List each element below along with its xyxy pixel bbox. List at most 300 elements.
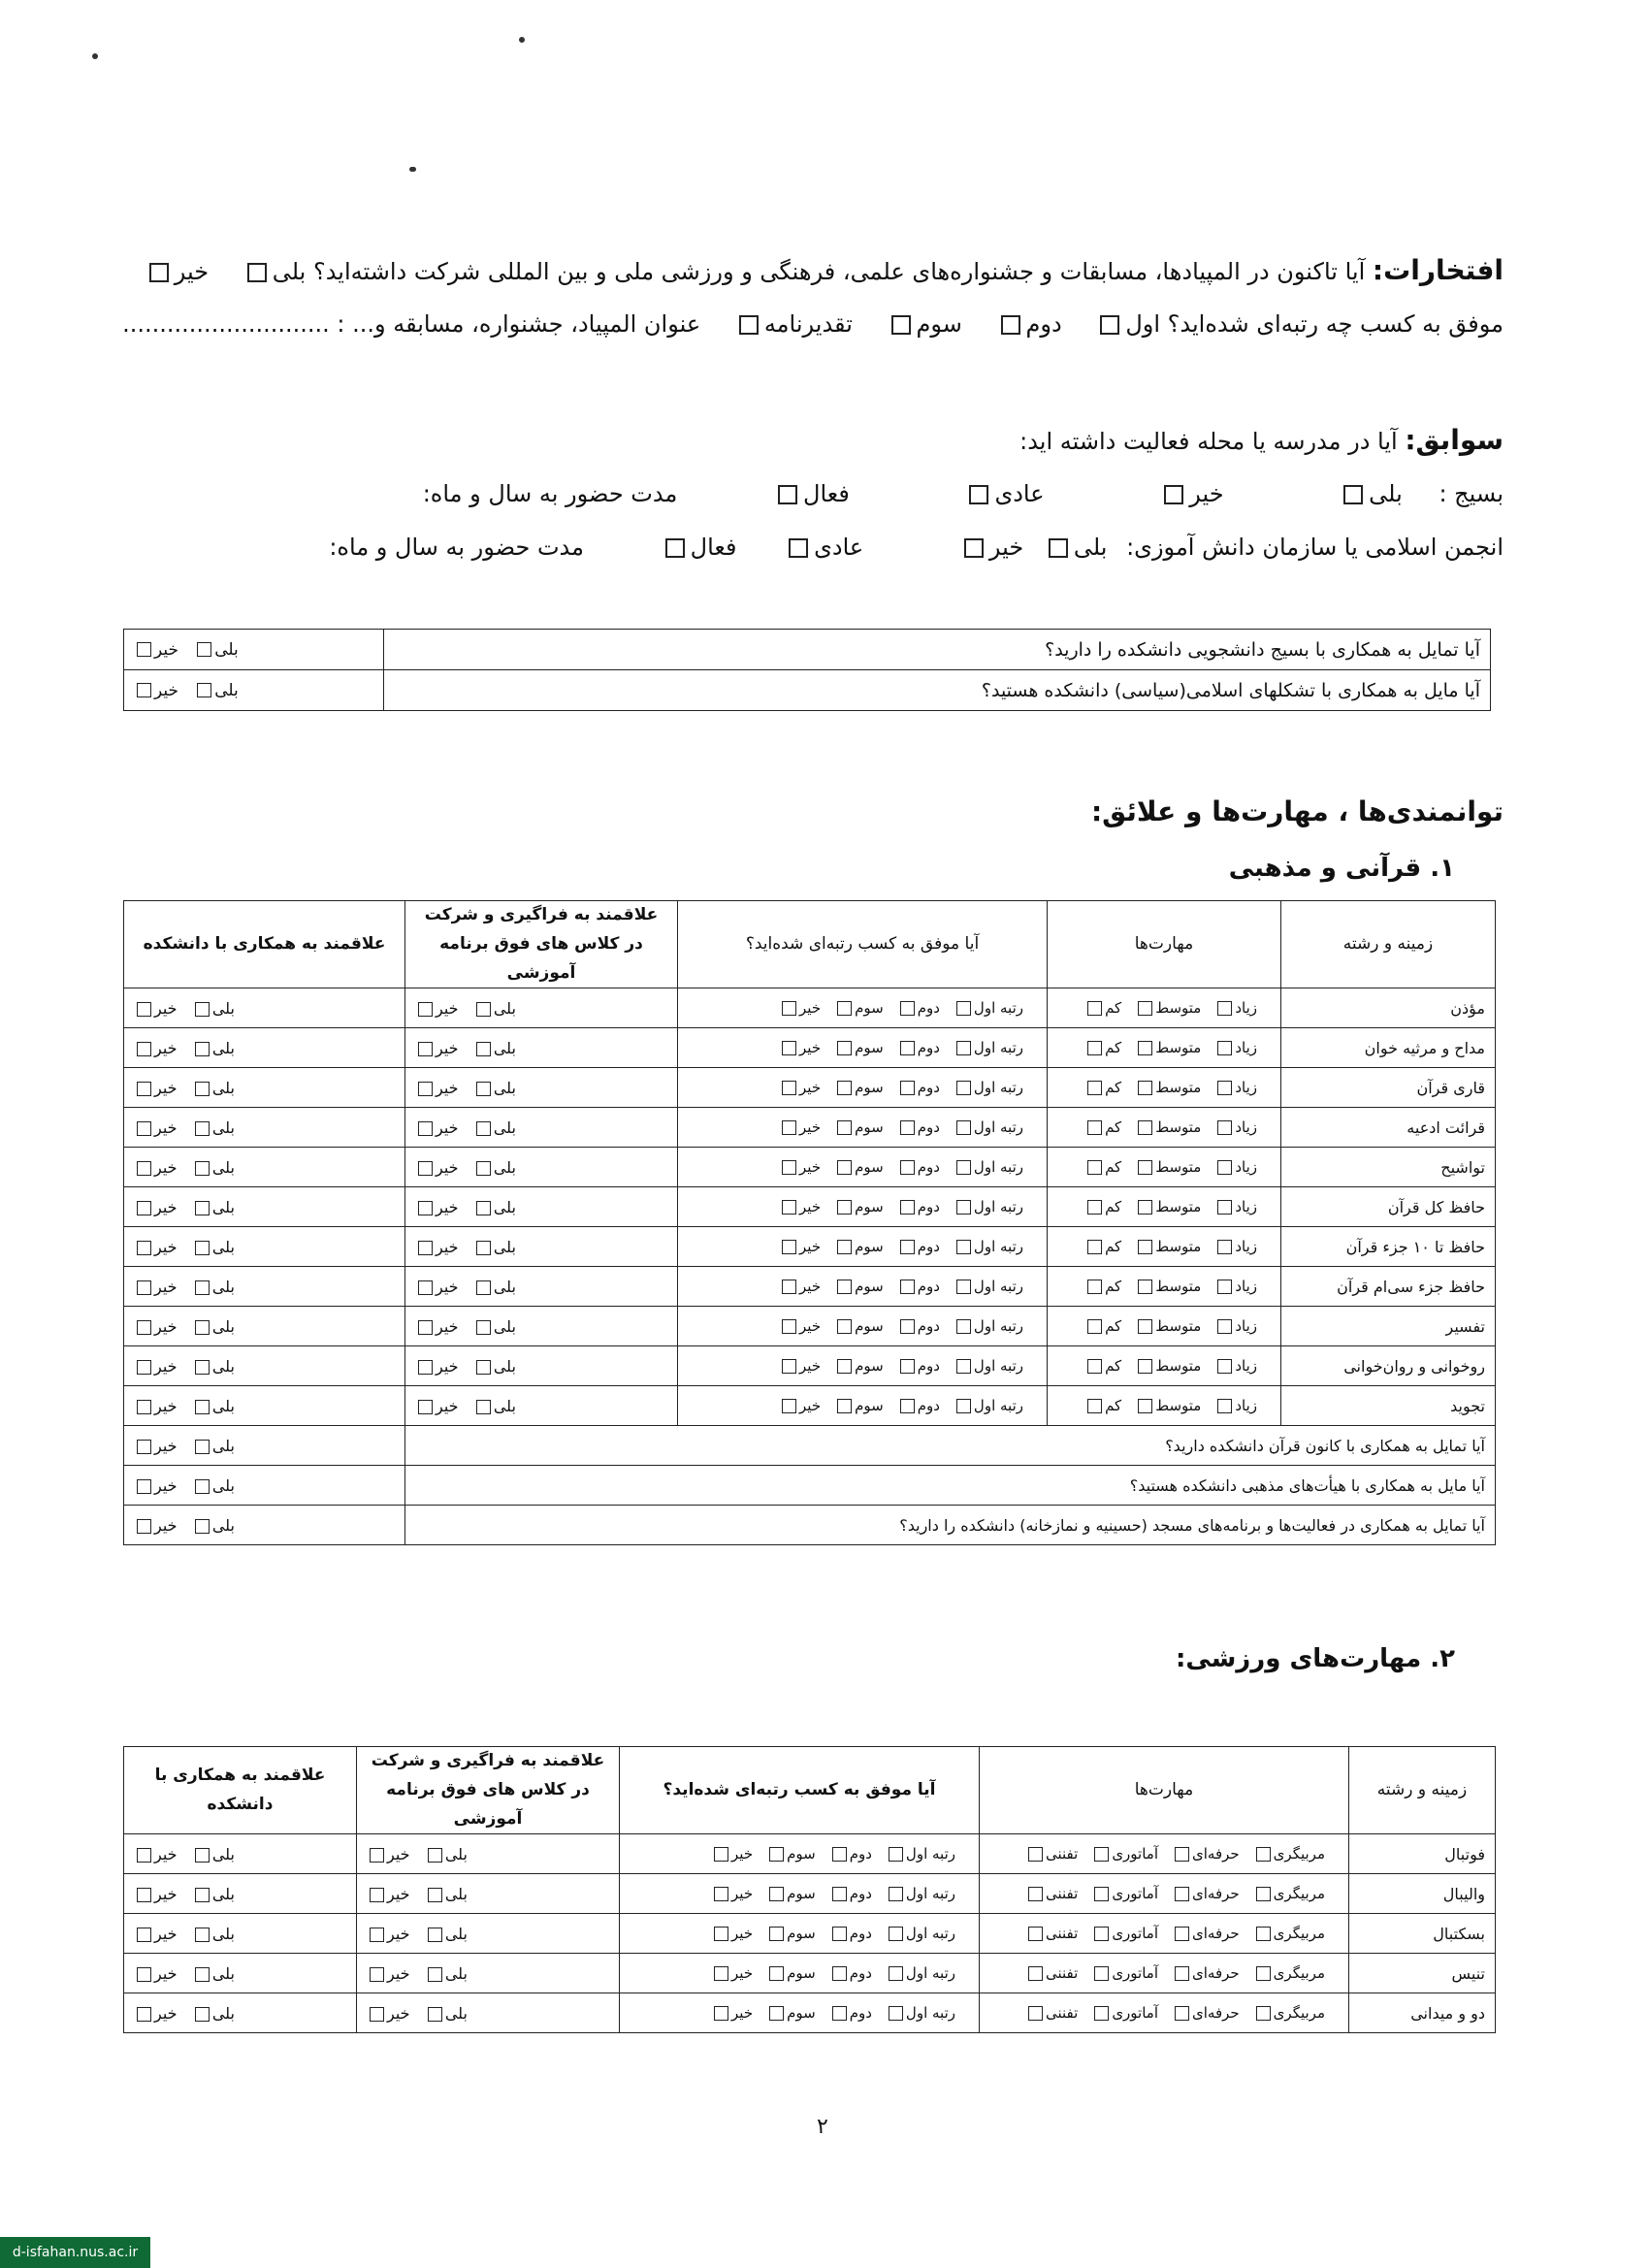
rank-option-checkbox[interactable] (889, 1887, 903, 1901)
skill-level-option-checkbox[interactable] (1138, 1081, 1152, 1095)
rank-option-checkbox[interactable] (837, 1120, 852, 1135)
basij-normal-checkbox[interactable] (969, 485, 988, 504)
rank-option-checkbox[interactable] (769, 1847, 784, 1862)
no-checkbox[interactable] (137, 1161, 151, 1176)
rank-option (711, 1885, 753, 1902)
yes-checkbox[interactable] (195, 1280, 210, 1295)
no-checkbox[interactable] (370, 1928, 384, 1942)
skill-level-option-checkbox[interactable] (1028, 1887, 1043, 1901)
yes-checkbox[interactable] (195, 1967, 210, 1982)
no-checkbox[interactable] (370, 1848, 384, 1863)
rank-first-checkbox[interactable] (1100, 315, 1119, 335)
no-checkbox[interactable] (137, 642, 151, 657)
rank-option-label: رتبه اول (973, 1357, 1023, 1376)
rank-option-checkbox[interactable] (837, 1240, 852, 1254)
skill-level-option (1253, 1845, 1325, 1863)
rank-option-checkbox[interactable] (956, 1160, 971, 1175)
skill-level-option-checkbox[interactable] (1028, 1847, 1043, 1862)
skill-level-option-checkbox[interactable] (1087, 1319, 1102, 1334)
yes-checkbox[interactable] (476, 1241, 491, 1255)
rank-option-checkbox[interactable] (956, 1081, 971, 1095)
header-rank: آیا موفق به کسب رتبه‌ای شده‌اید؟ (678, 901, 1048, 988)
skill-level-option-checkbox[interactable] (1175, 1927, 1189, 1941)
rank-option-checkbox[interactable] (714, 1966, 728, 1981)
no-checkbox[interactable] (418, 1360, 433, 1375)
skill-level-option-checkbox[interactable] (1094, 2006, 1109, 2021)
coop-interest-cell (124, 1993, 357, 2033)
coop-interest-cell (124, 1187, 405, 1227)
skill-level-options (1084, 1278, 1271, 1295)
anjoman-no-checkbox[interactable] (964, 538, 984, 558)
skill-level-option-checkbox[interactable] (1217, 1160, 1232, 1175)
rank-option-checkbox[interactable] (837, 1041, 852, 1055)
skill-level-option-checkbox[interactable] (1217, 1359, 1232, 1374)
skill-level-option-checkbox[interactable] (1138, 1200, 1152, 1215)
skill-level-option-label: تفننی (1045, 2004, 1079, 2023)
skill-level-option-checkbox[interactable] (1175, 1847, 1189, 1862)
rank-option-checkbox[interactable] (837, 1200, 852, 1215)
rank-option-checkbox[interactable] (769, 1927, 784, 1941)
rank-option-checkbox[interactable] (782, 1319, 796, 1334)
no-label: خیر (154, 1237, 178, 1256)
skill-level-option-checkbox[interactable] (1217, 1280, 1232, 1294)
yes-checkbox[interactable] (195, 1519, 210, 1534)
rank-option-checkbox[interactable] (956, 1200, 971, 1215)
honors-yes-checkbox[interactable] (247, 263, 267, 282)
no-checkbox[interactable] (418, 1161, 433, 1176)
rank-option-checkbox[interactable] (900, 1200, 915, 1215)
skill-level-options (1084, 1317, 1271, 1335)
no-checkbox[interactable] (137, 1360, 151, 1375)
rank-option-checkbox[interactable] (837, 1280, 852, 1294)
rank-option (897, 1357, 940, 1375)
no-checkbox[interactable] (137, 1888, 151, 1902)
yes-checkbox[interactable] (428, 1888, 442, 1902)
rank-option-checkbox[interactable] (714, 1887, 728, 1901)
no-checkbox[interactable] (137, 1479, 151, 1494)
rank-option-label: رتبه اول (905, 1885, 955, 1903)
rank-option (779, 1158, 821, 1176)
rank-option-checkbox[interactable] (900, 1041, 915, 1055)
yes-checkbox[interactable] (195, 1360, 210, 1375)
yes-checkbox[interactable] (476, 1320, 491, 1335)
no-checkbox[interactable] (418, 1201, 433, 1215)
no-checkbox[interactable] (137, 1400, 151, 1414)
no-checkbox[interactable] (370, 1888, 384, 1902)
skill-level-option-label: متوسط (1155, 1397, 1202, 1415)
skill-level-cell (1048, 1068, 1281, 1108)
no-checkbox[interactable] (418, 1121, 433, 1136)
skill-level-option-checkbox[interactable] (1217, 1240, 1232, 1254)
rank-option-checkbox[interactable] (837, 1001, 852, 1016)
skill-level-option-label: کم (1105, 1198, 1122, 1216)
class-interest-cell (405, 988, 678, 1028)
yes-checkbox[interactable] (476, 1121, 491, 1136)
skill-level-option-label: کم (1105, 1118, 1122, 1137)
rank-option (886, 1885, 955, 1902)
skill-level-option (1135, 1118, 1201, 1136)
skill-level-cell (1048, 1148, 1281, 1187)
yes-label: بلی (211, 1277, 235, 1296)
rank-option-checkbox[interactable] (956, 1359, 971, 1374)
rank-option-checkbox[interactable] (832, 1847, 847, 1862)
rank-options (711, 1845, 969, 1863)
skill-level-option-checkbox[interactable] (1217, 1120, 1232, 1135)
no-checkbox[interactable] (418, 1280, 433, 1295)
skill-level-option-checkbox[interactable] (1217, 1041, 1232, 1055)
yes-checkbox[interactable] (428, 1848, 442, 1863)
skill-level-option-checkbox[interactable] (1138, 1240, 1152, 1254)
no-checkbox[interactable] (137, 2007, 151, 2022)
yes-checkbox[interactable] (195, 1320, 210, 1335)
no-label: خیر (436, 1078, 459, 1097)
skill-level-option-checkbox[interactable] (1138, 1120, 1152, 1135)
basij-no-label: خیر (1189, 480, 1224, 507)
skill-level-option-checkbox[interactable] (1138, 1041, 1152, 1055)
skill-level-option (1084, 1278, 1121, 1295)
rank-option-checkbox[interactable] (832, 1927, 847, 1941)
rank-option-checkbox[interactable] (769, 1966, 784, 1981)
skill-level-option-checkbox[interactable] (1087, 1041, 1102, 1055)
rank-cell (678, 1227, 1048, 1267)
rank-option-checkbox[interactable] (889, 1927, 903, 1941)
header-class: علاقمند به فراگیری و شرکت در کلاس های فوق برنامه آموزشی (405, 901, 678, 988)
rank-option-checkbox[interactable] (782, 1280, 796, 1294)
rank-option-checkbox[interactable] (900, 1280, 915, 1294)
skill-level-option-checkbox[interactable] (1175, 2006, 1189, 2021)
rank-option (834, 1118, 884, 1136)
yes-checkbox[interactable] (476, 1280, 491, 1295)
skill-level-option-checkbox[interactable] (1138, 1399, 1152, 1413)
table-row (124, 1954, 1496, 1993)
skill-level-option-checkbox[interactable] (1138, 1001, 1152, 1016)
rank-cell (678, 1386, 1048, 1426)
anjoman-line (126, 534, 1504, 561)
rank-option-checkbox[interactable] (956, 1120, 971, 1135)
skill-level-option (1025, 1925, 1078, 1942)
rank-option-checkbox[interactable] (889, 1966, 903, 1981)
skill-level-option (1253, 1925, 1325, 1942)
skill-level-option-label: متوسط (1155, 1158, 1202, 1177)
no-checkbox[interactable] (418, 1241, 433, 1255)
no-checkbox[interactable] (137, 1320, 151, 1335)
no-checkbox[interactable] (137, 1201, 151, 1215)
cooperation-question: آیا تمایل به همکاری با بسیج دانشجویی دانشکده را دارید؟ (384, 630, 1491, 670)
skill-level-option-checkbox[interactable] (1028, 1927, 1043, 1941)
skill-level-option-checkbox[interactable] (1256, 1966, 1271, 1981)
skill-level-option-label: متوسط (1155, 1317, 1202, 1336)
rank-option (897, 1317, 940, 1335)
skill-level-option-checkbox[interactable] (1087, 1240, 1102, 1254)
rank-option-label: دوم (917, 1317, 940, 1336)
skill-level-option-checkbox[interactable] (1028, 2006, 1043, 2021)
rank-option-checkbox[interactable] (782, 1041, 796, 1055)
rank-option-checkbox[interactable] (900, 1081, 915, 1095)
rank-option-checkbox[interactable] (900, 1240, 915, 1254)
quran-table (123, 900, 1496, 1545)
skill-level-option (1084, 1079, 1121, 1096)
yes-checkbox[interactable] (195, 1888, 210, 1902)
no-checkbox[interactable] (137, 1848, 151, 1863)
skill-level-option-checkbox[interactable] (1256, 2006, 1271, 2021)
skill-level-option-label: زیاد (1235, 1079, 1257, 1097)
no-label: خیر (154, 1396, 178, 1415)
rank-option-checkbox[interactable] (832, 1966, 847, 1981)
yes-checkbox[interactable] (476, 1400, 491, 1414)
yes-checkbox[interactable] (195, 1928, 210, 1942)
rank-option-label: رتبه اول (973, 1118, 1023, 1137)
rank-second-label: دوم (1025, 310, 1062, 338)
rank-option-checkbox[interactable] (782, 1359, 796, 1374)
skill-level-option-checkbox[interactable] (1094, 1927, 1109, 1941)
rank-option (766, 1964, 816, 1982)
no-checkbox[interactable] (370, 2007, 384, 2022)
rank-option (897, 1397, 940, 1414)
yes-checkbox[interactable] (195, 2007, 210, 2022)
yes-checkbox[interactable] (428, 1928, 442, 1942)
yes-checkbox[interactable] (195, 1161, 210, 1176)
skill-level-option-checkbox[interactable] (1138, 1280, 1152, 1294)
no-checkbox[interactable] (137, 1928, 151, 1942)
skill-level-option-checkbox[interactable] (1217, 1001, 1232, 1016)
skill-level-option-checkbox[interactable] (1138, 1160, 1152, 1175)
no-label: خیر (436, 1197, 459, 1216)
rank-option-checkbox[interactable] (837, 1399, 852, 1413)
honors-no-checkbox[interactable] (149, 263, 169, 282)
yes-checkbox[interactable] (476, 1082, 491, 1096)
rank-option-label: سوم (855, 999, 884, 1018)
no-checkbox[interactable] (418, 1400, 433, 1414)
rank-third-label: سوم (916, 310, 962, 338)
yes-checkbox[interactable] (195, 1848, 210, 1863)
no-checkbox[interactable] (418, 1320, 433, 1335)
basij-yes-checkbox[interactable] (1343, 485, 1363, 504)
yes-checkbox[interactable] (195, 1400, 210, 1414)
field-name: والیبال (1349, 1874, 1496, 1914)
extra-answer-cell (124, 1426, 405, 1466)
no-label: خیر (154, 1078, 178, 1097)
skill-level-option-checkbox[interactable] (1087, 1160, 1102, 1175)
rank-options (779, 1039, 1037, 1056)
class-interest-cell (405, 1068, 678, 1108)
yes-checkbox[interactable] (428, 1967, 442, 1982)
skill-level-cell (1048, 1267, 1281, 1307)
rank-option-checkbox[interactable] (832, 2006, 847, 2021)
yes-checkbox[interactable] (476, 1042, 491, 1056)
skill-level-option-label: کم (1105, 1278, 1122, 1296)
rank-option-checkbox[interactable] (889, 2006, 903, 2021)
yes-checkbox[interactable] (195, 1479, 210, 1494)
skill-level-option-label: زیاد (1235, 1317, 1257, 1336)
rank-option-checkbox[interactable] (900, 1319, 915, 1334)
skill-level-option-checkbox[interactable] (1087, 1001, 1102, 1016)
rank-option-checkbox[interactable] (769, 2006, 784, 2021)
rank-option-checkbox[interactable] (900, 1120, 915, 1135)
rank-option-checkbox[interactable] (900, 1359, 915, 1374)
table-row (124, 1068, 1496, 1108)
skill-level-option (1172, 1925, 1240, 1942)
rank-option-label: دوم (917, 1278, 940, 1296)
skill-level-option-checkbox[interactable] (1217, 1399, 1232, 1413)
rank-option-checkbox[interactable] (837, 1081, 852, 1095)
skill-level-option-checkbox[interactable] (1256, 1887, 1271, 1901)
rank-option-checkbox[interactable] (769, 1887, 784, 1901)
table-row (124, 1834, 1496, 1874)
rank-option-checkbox[interactable] (956, 1001, 971, 1016)
yes-checkbox[interactable] (195, 1002, 210, 1017)
no-checkbox[interactable] (137, 1519, 151, 1534)
rank-option-label: دوم (849, 1964, 872, 1983)
no-checkbox[interactable] (137, 1082, 151, 1096)
table-row (124, 1108, 1496, 1148)
background-heading: سوابق: (1405, 424, 1504, 456)
yes-checkbox[interactable] (195, 1042, 210, 1056)
rank-option-checkbox[interactable] (956, 1041, 971, 1055)
basij-yes-label: بلی (1369, 480, 1403, 507)
yes-checkbox[interactable] (195, 1241, 210, 1255)
anjoman-yes-checkbox[interactable] (1049, 538, 1068, 558)
rank-option-checkbox[interactable] (956, 1240, 971, 1254)
rank-option-checkbox[interactable] (837, 1359, 852, 1374)
skill-level-option-label: متوسط (1155, 999, 1202, 1018)
rank-option-checkbox[interactable] (782, 1200, 796, 1215)
basij-active-checkbox[interactable] (778, 485, 797, 504)
no-checkbox[interactable] (418, 1082, 433, 1096)
anjoman-active-checkbox[interactable] (665, 538, 685, 558)
skill-level-option-checkbox[interactable] (1217, 1200, 1232, 1215)
coop-interest-cell (124, 1227, 405, 1267)
table-row (124, 1346, 1496, 1386)
yes-label: بلی (444, 1884, 468, 1903)
table-row (124, 1187, 1496, 1227)
yes-checkbox[interactable] (476, 1161, 491, 1176)
rank-option-label: خیر (799, 1317, 822, 1336)
rank-option-checkbox[interactable] (837, 1319, 852, 1334)
rank-option-checkbox[interactable] (782, 1081, 796, 1095)
yes-checkbox[interactable] (428, 2007, 442, 2022)
no-checkbox[interactable] (137, 1241, 151, 1255)
yes-checkbox[interactable] (197, 642, 211, 657)
no-checkbox[interactable] (137, 1280, 151, 1295)
table-row (124, 1386, 1496, 1426)
yes-checkbox[interactable] (195, 1440, 210, 1454)
skill-level-option-checkbox[interactable] (1094, 1966, 1109, 1981)
rank-option-checkbox[interactable] (900, 1001, 915, 1016)
rank-third-checkbox[interactable] (891, 315, 911, 335)
no-label: خیر (154, 998, 178, 1018)
yes-checkbox[interactable] (476, 1360, 491, 1375)
rank-option (834, 1357, 884, 1375)
skill-level-option-checkbox[interactable] (1087, 1200, 1102, 1215)
no-checkbox[interactable] (418, 1002, 433, 1017)
cooperation-options (124, 630, 384, 670)
rank-option-checkbox[interactable] (956, 1280, 971, 1294)
no-checkbox[interactable] (370, 1967, 384, 1982)
skill-level-cell (1048, 1346, 1281, 1386)
rank-option-checkbox[interactable] (832, 1887, 847, 1901)
skill-level-option-checkbox[interactable] (1094, 1847, 1109, 1862)
rank-second-checkbox[interactable] (1001, 315, 1020, 335)
anjoman-normal-checkbox[interactable] (789, 538, 808, 558)
yes-checkbox[interactable] (476, 1002, 491, 1017)
skill-level-option-label: حرفه‌ای (1192, 1925, 1240, 1943)
no-checkbox[interactable] (137, 1002, 151, 1017)
yes-checkbox[interactable] (195, 1201, 210, 1215)
skill-level-option-checkbox[interactable] (1138, 1359, 1152, 1374)
yes-checkbox[interactable] (197, 683, 211, 697)
no-checkbox[interactable] (137, 1967, 151, 1982)
rank-option-checkbox[interactable] (900, 1399, 915, 1413)
skill-level-options (1084, 1198, 1271, 1215)
rank-option-checkbox[interactable] (782, 1240, 796, 1254)
skill-level-option (1084, 999, 1121, 1017)
extra-question: آیا تمایل به همکاری با کانون قرآن دانشکده دارید؟ (405, 1426, 1496, 1466)
skill-level-option-checkbox[interactable] (1087, 1120, 1102, 1135)
rank-option-checkbox[interactable] (714, 1847, 728, 1862)
no-label: خیر (436, 1038, 459, 1057)
skill-level-option-checkbox[interactable] (1087, 1280, 1102, 1294)
rank-option-checkbox[interactable] (714, 2006, 728, 2021)
rank-option-checkbox[interactable] (900, 1160, 915, 1175)
rank-option-checkbox[interactable] (782, 1120, 796, 1135)
rank-option-label: دوم (917, 999, 940, 1018)
rank-option-checkbox[interactable] (782, 1160, 796, 1175)
skill-level-option-checkbox[interactable] (1256, 1847, 1271, 1862)
rank-option-checkbox[interactable] (837, 1160, 852, 1175)
rank-commendation-checkbox[interactable] (739, 315, 759, 335)
rank-option-checkbox[interactable] (956, 1399, 971, 1413)
yes-label: بلی (211, 1118, 235, 1137)
basij-no-checkbox[interactable] (1164, 485, 1183, 504)
no-label: خیر (436, 1118, 459, 1137)
rank-option-checkbox[interactable] (714, 1927, 728, 1941)
skill-level-option-checkbox[interactable] (1094, 1887, 1109, 1901)
skill-level-option-checkbox[interactable] (1175, 1966, 1189, 1981)
no-checkbox[interactable] (137, 1121, 151, 1136)
skill-level-option-checkbox[interactable] (1256, 1927, 1271, 1941)
yes-checkbox[interactable] (476, 1201, 491, 1215)
table-row (124, 1914, 1496, 1954)
rank-option-checkbox[interactable] (889, 1847, 903, 1862)
no-checkbox[interactable] (137, 1042, 151, 1056)
no-checkbox[interactable] (137, 683, 151, 697)
yes-checkbox[interactable] (195, 1082, 210, 1096)
skill-level-cell (980, 1914, 1349, 1954)
no-checkbox[interactable] (137, 1440, 151, 1454)
honors-title-field[interactable]: ............................ (122, 310, 330, 338)
rank-cell (620, 1954, 980, 1993)
skill-level-option-checkbox[interactable] (1028, 1966, 1043, 1981)
rank-option-checkbox[interactable] (782, 1001, 796, 1016)
yes-label: بلی (211, 1436, 235, 1455)
skill-level-option-checkbox[interactable] (1087, 1399, 1102, 1413)
honors-yes-label: بلی (272, 258, 307, 285)
no-checkbox[interactable] (418, 1042, 433, 1056)
rank-option-checkbox[interactable] (782, 1399, 796, 1413)
skill-level-option-checkbox[interactable] (1217, 1081, 1232, 1095)
coop-interest-cell (124, 1267, 405, 1307)
no-label: خیر (154, 1515, 178, 1535)
rank-option-checkbox[interactable] (956, 1319, 971, 1334)
skill-level-option-checkbox[interactable] (1175, 1887, 1189, 1901)
skill-level-option (1135, 999, 1201, 1017)
skill-level-option-checkbox[interactable] (1217, 1319, 1232, 1334)
yes-checkbox[interactable] (195, 1121, 210, 1136)
skill-level-option-checkbox[interactable] (1087, 1359, 1102, 1374)
rank-option-label: سوم (855, 1198, 884, 1216)
skill-level-option-checkbox[interactable] (1087, 1081, 1102, 1095)
skill-level-option-checkbox[interactable] (1138, 1319, 1152, 1334)
